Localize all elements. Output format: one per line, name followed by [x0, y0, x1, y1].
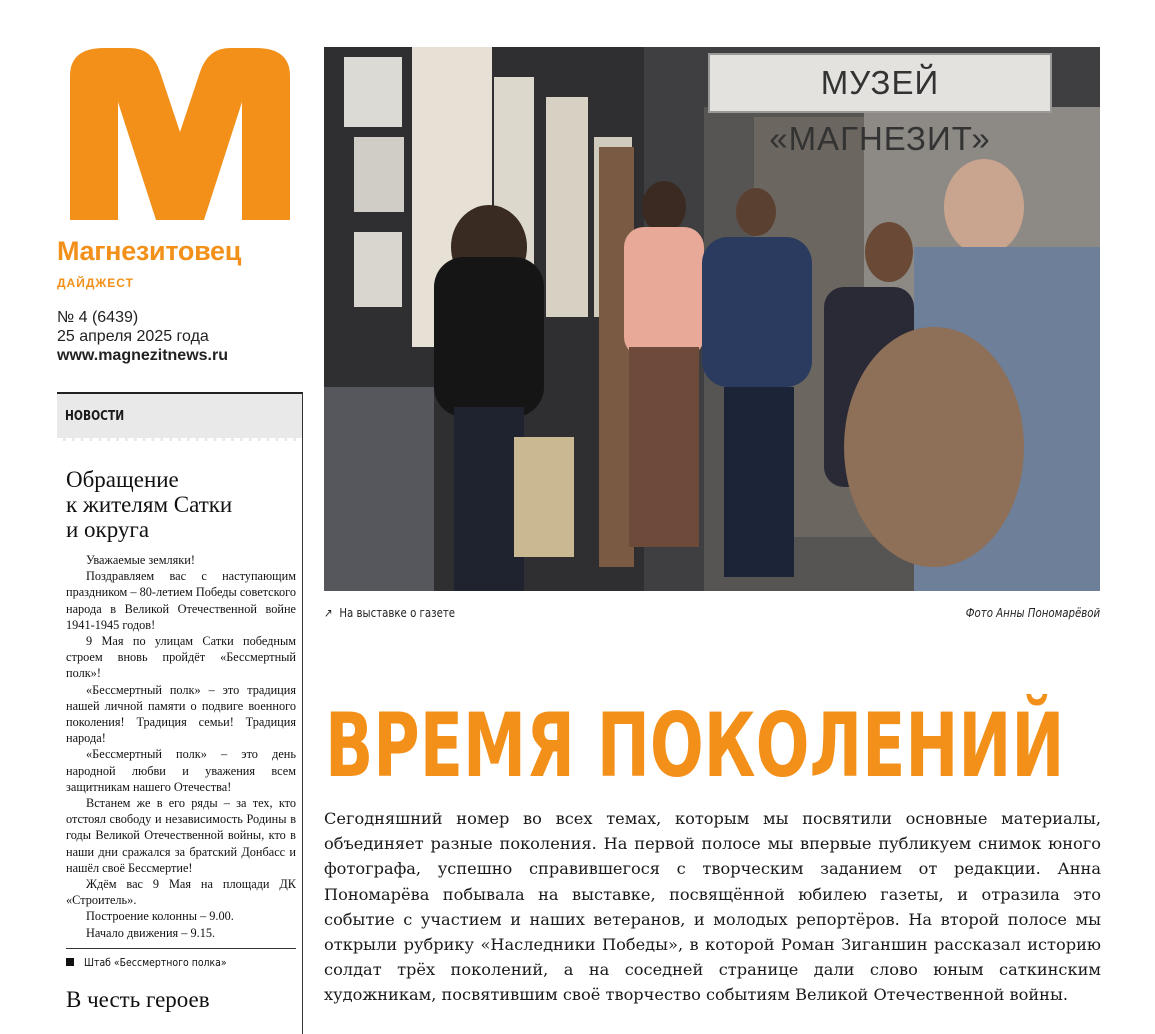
next-article-title[interactable]: В честь героев	[66, 986, 210, 1012]
photo-caption	[324, 606, 455, 620]
article-paragraph: Построение колонны – 9.00.	[86, 909, 234, 924]
photo-caption-bar	[324, 606, 1100, 622]
newspaper-logo[interactable]	[60, 32, 300, 227]
arrow-up-right-icon: ↗	[324, 606, 333, 620]
section-header	[57, 394, 302, 441]
issue-date: 25 апреля 2025 года	[57, 328, 209, 345]
article-paragraph: «Бессмертный полк» – это день народной любви и уважения всем защитникам нашего Отечества!	[66, 747, 296, 794]
square-bullet-icon	[66, 958, 74, 966]
article-paragraph: Поздравляем вас с наступающим праздником – 80-летием Победы советского народа в Великой Отечественной войне 1941-1945 годов!	[66, 569, 297, 632]
section-label: НОВОСТИ	[65, 409, 125, 424]
article-title-line: Обращение	[66, 467, 179, 492]
news-sidebar	[57, 392, 303, 1034]
lead-paragraph: Сегодняшний номер во всех темах, которым мы посвятили основные материалы, объединяет разные поколения. На первой полосе мы впервые публикуем снимок юного фотографа, успешно справившегося с творческим заданием от редакции. Анна Пономарёва побывала на выставке, посвящённой юбилею газеты, и отразила это событие с участием и наших ветеранов, и молодых репортёров. На второй полосе мы открыли рубрику «Наследники Победы», в которой Роман Зиганшин рассказал историю солдат трёх поколений, а на соседней странице дали слово юным саткинским художникам, посвятившим своё творчество событиям Великой Отечественной войны.	[324, 809, 1101, 1005]
article-body	[66, 552, 296, 941]
website-link[interactable]: www.magnezitnews.ru	[57, 347, 228, 364]
photo-credit: Фото Анны Пономарёвой	[965, 606, 1100, 620]
article-title-line: и округа	[66, 517, 150, 542]
article-title-line: к жителям Сатки	[66, 492, 233, 517]
article-signature	[66, 948, 296, 969]
museum-sign: МУЗЕЙ «МАГНЕЗИТ»	[708, 53, 1052, 113]
main-photo[interactable]	[324, 47, 1100, 591]
caption-text: На выставке о газете	[339, 606, 456, 620]
article-paragraph: Начало движения – 9.15.	[86, 925, 216, 940]
article-paragraph: Уважаемые земляки!	[86, 553, 195, 567]
newspaper-subtitle: ДАЙДЖЕСТ	[57, 276, 134, 290]
article-paragraph: «Бессмертный полк» – это традиция нашей личной памяти о подвиге военного поколения! Традиция семьи! Традиция народа!	[66, 682, 296, 746]
logo-m-icon	[60, 32, 300, 227]
main-headline[interactable]: ВРЕМЯ ПОКОЛЕНИЙ	[325, 694, 1065, 797]
signature-text: Штаб «Бессмертного полка»	[84, 955, 227, 969]
issue-number: № 4 (6439)	[57, 309, 139, 326]
issue-info	[57, 308, 228, 365]
article-title[interactable]	[66, 467, 302, 542]
article-paragraph: Встанем же в его ряды – за тех, кто отстоял свободу и независимость Родины в годы Великой Отечественной войны, кто в наши дни сражался за братский Донбасс и нашёл своё Бессмертие!	[66, 796, 296, 875]
article-paragraph: 9 Мая по улицам Сатки победным строем вновь пройдёт «Бессмертный полк»!	[66, 634, 296, 681]
article-paragraph: Ждём вас 9 Мая на площади ДК «Строитель».	[66, 877, 296, 908]
newspaper-name: Магнезитовец	[57, 236, 242, 266]
